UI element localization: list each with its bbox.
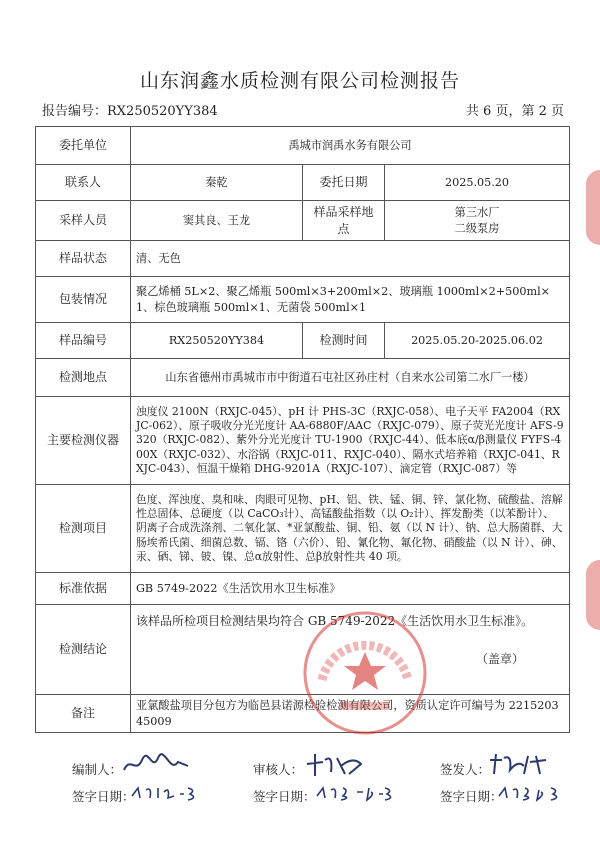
row-packing bbox=[36, 277, 570, 323]
row-items bbox=[36, 485, 570, 573]
conclusion-value: 该样品所检项目检测结果均符合 GB 5749-2022《生活饮用水卫生标准》。 bbox=[136, 614, 534, 628]
remark-value: 亚氯酸盐项目分包方为临邑县诺源检验检测有限公司，资质认定许可编号为 221520345009 bbox=[131, 695, 570, 733]
site-label: 检测地点 bbox=[36, 359, 131, 397]
row-site bbox=[36, 359, 570, 397]
report-table bbox=[35, 126, 570, 733]
contact-value: 秦乾 bbox=[131, 165, 303, 201]
items-label: 检测项目 bbox=[36, 485, 131, 573]
sample-no-value: RX250520YY384 bbox=[131, 323, 303, 359]
row-client bbox=[36, 127, 570, 165]
edge-seal-top bbox=[586, 170, 600, 245]
remark-label: 备注 bbox=[36, 695, 131, 733]
row-conclusion bbox=[36, 605, 570, 695]
seal-note: （盖章） bbox=[476, 652, 525, 667]
report-number-label: 报告编号： bbox=[42, 104, 108, 119]
row-state bbox=[36, 241, 570, 277]
sampler-value: 窦其良、王龙 bbox=[131, 201, 303, 241]
row-remark bbox=[36, 695, 570, 733]
report-number-value: RX250520YY384 bbox=[107, 104, 218, 119]
row-sampler bbox=[36, 201, 570, 241]
issuer-signature bbox=[488, 752, 552, 778]
items-value: 色度、浑浊度、臭和味、肉眼可见物、pH、铝、铁、锰、铜、锌、氯化物、硫酸盐、溶解性总固体、总硬度（以 CaCO₃计）、高锰酸盐指数（以 O₂计）、挥发酚类（以苯酚计）、阴离子合成洗涤剂、二氧化氯、*亚氯酸盐、铜、铅、氨（以 N 计）、钠、总大肠菌群、大肠埃希氏菌、细菌总数、镉、铬（六价）、铅、氰化物、氟化物、硝酸盐（以 N 计）、砷、汞、硒、锑、铍、镍、总α放射性、总β放射性共 40 项。 bbox=[131, 485, 570, 573]
test-date-label: 检测时间 bbox=[303, 323, 385, 359]
editor-sign-date bbox=[130, 782, 200, 804]
instruments-value: 浊度仪 2100N（RXJC-045）、pH 计 PHS-3C（RXJC-058）、电子天平 FA2004（RXJC-062）、原子吸收分光光度计 AA-6880F/AAC（RXJC-079）、原子荧光光度计 AFS-9320（RXJC-082）、紫外分光光度计 TU-1900（RXJC-44）、低本底α/β测量仪 FYFS-400X（RXJC-032）、水浴锅（RXJC-011、RXJC-040）、隔水式培养箱（RXJC-041、RXJC-043）、恒温干燥箱 DHG-9201A（RXJC-107）、滴定管（RXJC-087）等 bbox=[131, 397, 570, 485]
standard-label: 标准依据 bbox=[36, 573, 131, 605]
row-sample-no bbox=[36, 323, 570, 359]
issuer-label: 签发人： bbox=[440, 762, 491, 777]
issuer-sign-date bbox=[497, 782, 567, 804]
reviewer-signature bbox=[305, 752, 365, 778]
sampler-label: 采样人员 bbox=[36, 201, 131, 241]
issuer-date-label: 签字日期： bbox=[440, 789, 503, 804]
instruments-label: 主要检测仪器 bbox=[36, 397, 131, 485]
client-value: 禹城市润禹水务有限公司 bbox=[131, 127, 570, 165]
report-number bbox=[42, 100, 218, 119]
site-value: 山东省德州市禹城市市中街道石屯社区孙庄村（自来水公司第二水厂一楼） bbox=[131, 359, 570, 397]
sample-site-label: 样品采样地点 bbox=[303, 201, 385, 241]
state-value: 清、无色 bbox=[131, 241, 570, 277]
row-instruments bbox=[36, 397, 570, 485]
edge-seal-bottom bbox=[586, 560, 600, 630]
conclusion-label: 检测结论 bbox=[36, 605, 131, 695]
page-count: 共 6 页，第 2 页 bbox=[465, 104, 564, 119]
editor-date-label: 签字日期： bbox=[72, 789, 135, 804]
editor-label: 编制人： bbox=[72, 762, 123, 777]
reviewer-date-label: 签字日期： bbox=[253, 789, 316, 804]
contact-label: 联系人 bbox=[36, 165, 131, 201]
packing-label: 包装情况 bbox=[36, 277, 131, 323]
conclusion-cell bbox=[131, 605, 570, 695]
state-label: 样品状态 bbox=[36, 241, 131, 277]
editor-signature bbox=[122, 752, 192, 778]
page-title: 山东润鑫水质检测有限公司检测报告 bbox=[139, 70, 460, 92]
client-label: 委托单位 bbox=[36, 127, 131, 165]
row-contact bbox=[36, 165, 570, 201]
reviewer-label: 审核人： bbox=[253, 762, 304, 777]
sample-site-value: 第三水厂 二级泵房 bbox=[385, 201, 570, 241]
entrust-date-value: 2025.05.20 bbox=[385, 165, 570, 201]
packing-value: 聚乙烯桶 5L×2、聚乙烯瓶 500ml×3+200ml×2、玻璃瓶 1000ml×2+500ml×1、棕色玻璃瓶 500ml×1、无菌袋 500ml×1 bbox=[131, 277, 570, 323]
sample-no-label: 样品编号 bbox=[36, 323, 131, 359]
reviewer-sign-date bbox=[315, 782, 395, 804]
standard-value: GB 5749-2022《生活饮用水卫生标准》 bbox=[131, 573, 570, 605]
row-standard bbox=[36, 573, 570, 605]
test-date-value: 2025.05.20-2025.06.02 bbox=[385, 323, 570, 359]
entrust-date-label: 委托日期 bbox=[303, 165, 385, 201]
